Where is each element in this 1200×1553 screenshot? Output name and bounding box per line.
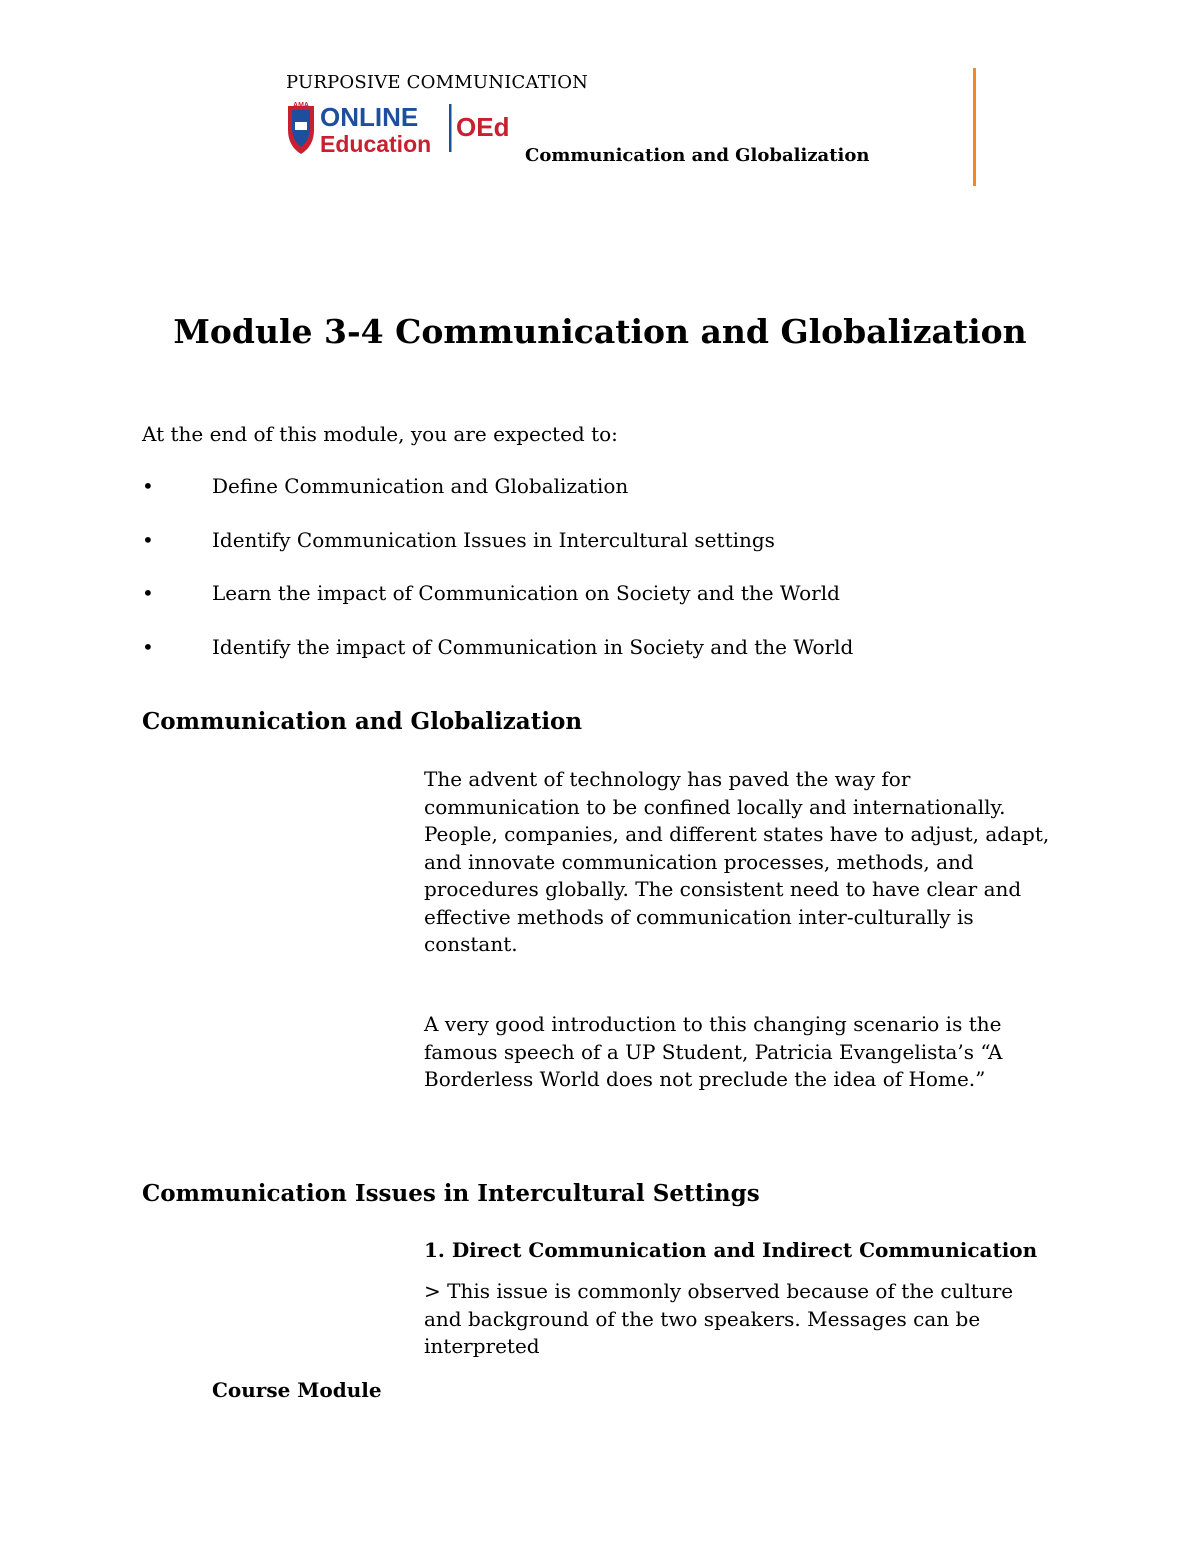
intercultural-paragraph: > This issue is commonly observed because of the culture and background of the two speakers. Messages can be interpreted (424, 1279, 1014, 1358)
objective-text: Identify the impact of Communication in Society and the World (212, 634, 854, 659)
borderless-world-paragraph: A very good introduction to this changing scenario is the famous speech of a UP Student, Patricia Evangelista’s “A Borderless World does not preclude the idea of Home.” (424, 1012, 1003, 1091)
header-subtitle: Communication and Globalization (525, 145, 870, 166)
logo-online-text: ONLINE (320, 102, 419, 132)
objectives-intro: At the end of this module, you are expected to: (142, 422, 618, 446)
logo-education-text: Education (320, 131, 432, 157)
logo-oed-text: OEd (456, 112, 510, 142)
section-heading-globalization: Communication and Globalization (142, 708, 583, 735)
footer-course-module: Course Module (212, 1378, 382, 1402)
svg-text:AMA: AMA (293, 102, 309, 109)
section-heading-intercultural: Communication Issues in Intercultural Settings (142, 1180, 760, 1207)
header-divider-rule (973, 68, 976, 186)
objective-text: Learn the impact of Communication on Society and the World (212, 581, 840, 605)
bullet-icon: • (142, 527, 154, 552)
bullet-icon: • (142, 634, 154, 659)
subheading-direct-indirect: 1. Direct Communication and Indirect Communication (424, 1238, 1038, 1262)
objective-text: Identify Communication Issues in Intercultural settings (212, 527, 775, 552)
header-label: PURPOSIVE COMMUNICATION (286, 72, 589, 93)
bullet-icon: • (142, 474, 154, 498)
bullet-icon: • (142, 581, 154, 605)
page-title: Module 3-4 Communication and Globalization (173, 312, 1027, 351)
online-education-logo (286, 100, 526, 158)
objective-text: Define Communication and Globalization (212, 474, 629, 498)
globalization-paragraph: The advent of technology has paved the way for communication to be confined locally and internationally. People, companies, and different states have to adjust, adapt, and innovate communication processes, methods, and procedures globally. The consistent need to have clear and effective methods of communication inter-culturally is constant. (424, 767, 1050, 956)
